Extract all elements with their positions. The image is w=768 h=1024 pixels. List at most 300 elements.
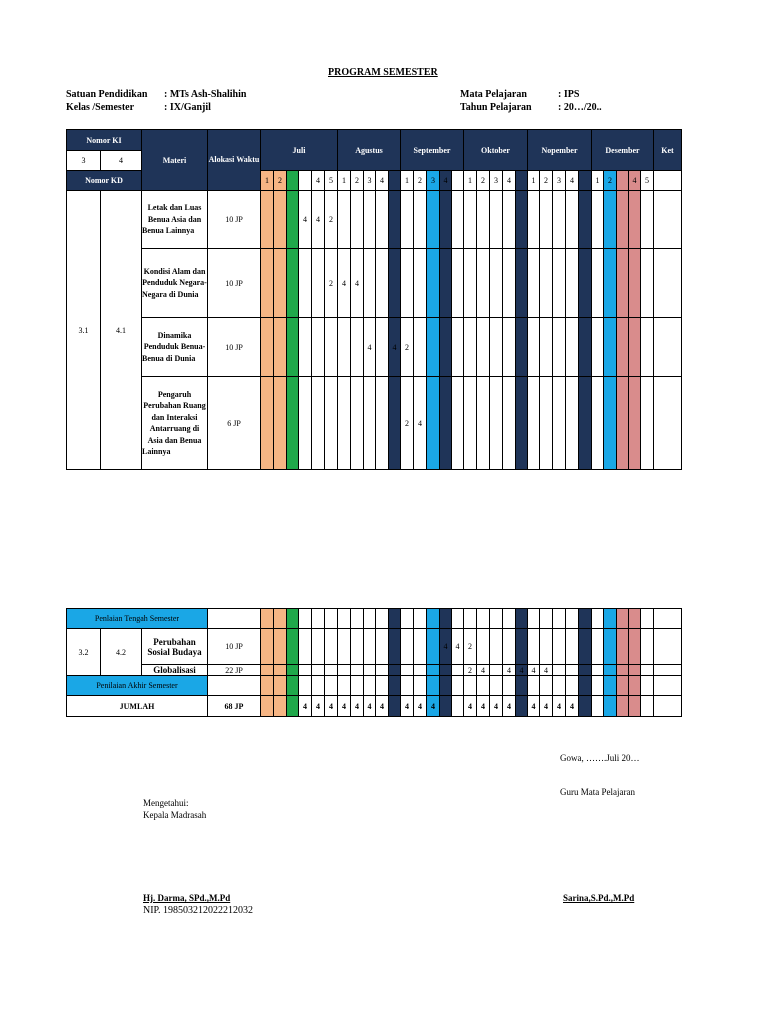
week-cell	[503, 191, 516, 249]
week-cell	[452, 696, 464, 717]
ki-value: 4	[101, 151, 142, 171]
week-cell	[464, 377, 477, 470]
week-cell	[452, 676, 464, 696]
week-cell	[427, 377, 440, 470]
week-cell	[364, 665, 376, 676]
week-cell	[389, 696, 401, 717]
week-cell	[414, 665, 427, 676]
week-cell	[401, 629, 414, 665]
kelas-label: Kelas /Semester	[66, 102, 135, 113]
week-cell: 4	[540, 696, 553, 717]
week-cell	[464, 318, 477, 377]
week-cell	[654, 676, 682, 696]
week-cell	[654, 191, 682, 249]
week-cell	[312, 249, 325, 318]
week-cell	[274, 191, 287, 249]
week-cell	[516, 629, 528, 665]
week-number: 4	[440, 171, 452, 191]
week-cell	[414, 629, 427, 665]
week-cell	[364, 609, 376, 629]
week-cell	[414, 676, 427, 696]
week-cell	[338, 629, 351, 665]
week-cell: 4	[376, 696, 389, 717]
week-number: 1	[592, 171, 604, 191]
week-cell	[389, 629, 401, 665]
week-cell	[287, 318, 299, 377]
week-cell	[274, 676, 287, 696]
week-cell	[490, 191, 503, 249]
week-cell	[312, 629, 325, 665]
week-number: 3	[490, 171, 503, 191]
week-cell: 4	[299, 191, 312, 249]
week-cell: 4	[440, 629, 452, 665]
week-cell	[287, 676, 299, 696]
week-cell: 2	[401, 318, 414, 377]
alokasi-cell: 6 JP	[208, 377, 261, 470]
week-cell	[401, 249, 414, 318]
week-cell	[654, 318, 682, 377]
week-cell	[287, 249, 299, 318]
page-title: PROGRAM SEMESTER	[328, 67, 438, 78]
week-cell	[592, 249, 604, 318]
week-cell	[312, 318, 325, 377]
week-cell: 4	[401, 696, 414, 717]
week-cell	[477, 609, 490, 629]
week-cell	[604, 629, 617, 665]
week-number: 4	[312, 171, 325, 191]
week-cell	[629, 629, 641, 665]
week-cell	[641, 629, 654, 665]
materi-cell: Letak dan Luas Benua Asia dan Benua Lainnya	[142, 191, 208, 249]
week-cell	[553, 318, 566, 377]
materi-cell: Kondisi Alam dan Penduduk Negara-Negara di Dunia	[142, 249, 208, 318]
place-date: Gowa, …….Juli 20…	[560, 753, 640, 763]
table-row	[67, 377, 682, 470]
week-cell	[364, 191, 376, 249]
week-cell	[261, 676, 274, 696]
jumlah-value: 68 JP	[208, 696, 261, 717]
week-cell	[299, 629, 312, 665]
week-cell	[641, 676, 654, 696]
week-cell	[452, 665, 464, 676]
pas-label: Penilaian Akhir Semester	[67, 676, 208, 696]
week-number: 1	[338, 171, 351, 191]
week-number	[516, 171, 528, 191]
week-cell	[312, 676, 325, 696]
week-cell	[579, 249, 592, 318]
week-cell	[376, 318, 389, 377]
week-cell	[592, 609, 604, 629]
week-cell	[654, 377, 682, 470]
kd-cell: 3.1	[67, 191, 101, 470]
week-cell	[553, 676, 566, 696]
week-cell	[452, 609, 464, 629]
week-cell	[376, 191, 389, 249]
week-number: 2	[274, 171, 287, 191]
week-cell	[452, 318, 464, 377]
week-cell	[566, 377, 579, 470]
mapel-value: : IPS	[558, 89, 580, 100]
week-number	[299, 171, 312, 191]
nomor-kd-header: Nomor KD	[67, 171, 142, 191]
week-cell	[579, 191, 592, 249]
week-cell	[629, 318, 641, 377]
materi-header: Materi	[142, 130, 208, 191]
week-cell	[274, 377, 287, 470]
week-number: 3	[553, 171, 566, 191]
week-cell	[261, 629, 274, 665]
week-cell: 4	[553, 696, 566, 717]
week-cell	[351, 191, 364, 249]
week-cell	[299, 318, 312, 377]
week-cell: 2	[401, 377, 414, 470]
week-cell	[477, 191, 490, 249]
week-number	[617, 171, 629, 191]
week-number: 4	[503, 171, 516, 191]
week-cell: 4	[312, 191, 325, 249]
week-cell	[261, 665, 274, 676]
week-cell	[325, 629, 338, 665]
week-cell	[503, 609, 516, 629]
guru-name: Sarina,S.Pd.,M.Pd	[563, 893, 635, 903]
week-cell	[338, 609, 351, 629]
week-number: 4	[566, 171, 579, 191]
week-cell	[490, 665, 503, 676]
week-cell	[464, 191, 477, 249]
month-header-juli: Juli	[261, 130, 338, 171]
week-cell	[617, 696, 629, 717]
week-cell	[440, 318, 452, 377]
week-cell	[376, 629, 389, 665]
week-number: 2	[477, 171, 490, 191]
week-cell: 4	[414, 377, 427, 470]
week-cell	[592, 665, 604, 676]
week-cell	[540, 676, 553, 696]
week-cell	[641, 377, 654, 470]
week-cell	[604, 191, 617, 249]
table-row	[67, 629, 682, 665]
week-number: 2	[351, 171, 364, 191]
week-cell	[629, 377, 641, 470]
week-cell	[287, 629, 299, 665]
week-cell	[299, 377, 312, 470]
week-cell	[477, 676, 490, 696]
week-cell	[503, 676, 516, 696]
week-cell	[364, 676, 376, 696]
week-cell	[414, 609, 427, 629]
week-cell	[654, 629, 682, 665]
week-cell	[452, 377, 464, 470]
kd-cell: 4.1	[101, 191, 142, 470]
kepala-nip: NIP. 198503212022212032	[143, 905, 254, 916]
week-cell	[338, 318, 351, 377]
week-cell	[338, 191, 351, 249]
week-cell	[528, 629, 540, 665]
week-cell	[287, 696, 299, 717]
week-cell	[654, 609, 682, 629]
week-cell	[299, 609, 312, 629]
program-table	[66, 129, 682, 470]
week-cell	[553, 249, 566, 318]
week-cell	[503, 377, 516, 470]
week-cell: 4	[452, 629, 464, 665]
week-cell	[287, 191, 299, 249]
week-cell	[617, 665, 629, 676]
week-cell	[261, 377, 274, 470]
satuan-label: Satuan Pendidikan	[66, 89, 148, 100]
week-cell	[617, 377, 629, 470]
week-cell	[503, 629, 516, 665]
week-cell	[641, 696, 654, 717]
week-cell	[477, 377, 490, 470]
week-cell: 4	[477, 696, 490, 717]
week-cell	[389, 249, 401, 318]
satuan-value: : MTs Ash-Shalihin	[164, 89, 247, 100]
week-cell	[553, 609, 566, 629]
table-row	[67, 249, 682, 318]
week-cell	[516, 377, 528, 470]
week-cell: 4	[414, 696, 427, 717]
week-cell	[389, 676, 401, 696]
week-cell	[490, 249, 503, 318]
week-cell	[654, 249, 682, 318]
week-cell	[440, 249, 452, 318]
week-cell	[364, 249, 376, 318]
materi-cell: Globalisasi	[142, 665, 208, 676]
alokasi-cell: 10 JP	[208, 318, 261, 377]
week-cell: 4	[464, 696, 477, 717]
month-header-nopember: Nopember	[528, 130, 592, 171]
week-cell	[325, 318, 338, 377]
week-cell	[629, 249, 641, 318]
week-cell	[351, 377, 364, 470]
week-cell	[540, 318, 553, 377]
week-cell	[477, 318, 490, 377]
week-cell	[338, 377, 351, 470]
ket-header: Ket	[654, 130, 682, 171]
week-cell	[364, 629, 376, 665]
week-cell	[516, 696, 528, 717]
week-cell	[566, 676, 579, 696]
week-cell	[440, 665, 452, 676]
week-cell	[592, 629, 604, 665]
week-cell	[427, 609, 440, 629]
week-number: 5	[325, 171, 338, 191]
week-cell	[427, 629, 440, 665]
week-cell	[389, 377, 401, 470]
week-number: 3	[427, 171, 440, 191]
week-number: 3	[364, 171, 376, 191]
week-cell	[274, 665, 287, 676]
pts-label: Penlaian Tengah Semester	[67, 609, 208, 629]
week-cell: 4	[477, 665, 490, 676]
week-cell	[401, 191, 414, 249]
week-cell	[641, 609, 654, 629]
week-cell	[528, 609, 540, 629]
alokasi-cell	[208, 676, 261, 696]
week-cell	[351, 318, 364, 377]
week-cell	[490, 609, 503, 629]
week-cell	[414, 191, 427, 249]
week-cell	[516, 249, 528, 318]
month-header-september: September	[401, 130, 464, 171]
week-cell	[312, 665, 325, 676]
ki-value: 3	[67, 151, 101, 171]
week-cell: 4	[389, 318, 401, 377]
jumlah-label: JUMLAH	[67, 696, 208, 717]
week-cell	[299, 249, 312, 318]
week-cell	[617, 191, 629, 249]
week-number	[389, 171, 401, 191]
week-cell	[376, 609, 389, 629]
week-cell	[629, 191, 641, 249]
week-cell	[274, 318, 287, 377]
week-cell	[516, 676, 528, 696]
week-cell	[617, 249, 629, 318]
table-row	[67, 191, 682, 249]
week-cell	[299, 665, 312, 676]
week-cell	[490, 629, 503, 665]
week-cell	[592, 676, 604, 696]
week-cell	[287, 377, 299, 470]
kepala-name: Hj. Darma, SPd.,M.Pd	[143, 893, 231, 903]
week-cell: 4	[338, 249, 351, 318]
materi-cell: Perubahan Sosial Budaya	[142, 629, 208, 665]
week-number: 2	[540, 171, 553, 191]
week-cell	[654, 665, 682, 676]
week-cell	[579, 665, 592, 676]
week-cell	[503, 318, 516, 377]
week-cell: 4	[503, 665, 516, 676]
week-cell	[629, 665, 641, 676]
week-cell	[540, 191, 553, 249]
alokasi-cell: 10 JP	[208, 249, 261, 318]
month-header-agustus: Agustus	[338, 130, 401, 171]
week-cell	[516, 318, 528, 377]
week-number: 2	[604, 171, 617, 191]
week-cell	[566, 609, 579, 629]
week-cell: 4	[528, 696, 540, 717]
week-cell	[553, 377, 566, 470]
week-cell: 4	[528, 665, 540, 676]
week-cell	[654, 696, 682, 717]
week-cell	[477, 249, 490, 318]
week-cell	[376, 249, 389, 318]
week-cell	[274, 629, 287, 665]
mengetahui-label: Mengetahui:	[143, 798, 189, 808]
week-cell	[376, 676, 389, 696]
week-cell	[617, 629, 629, 665]
week-cell: 2	[464, 665, 477, 676]
week-cell	[604, 318, 617, 377]
nomor-ki-header: Nomor KI	[67, 130, 142, 151]
week-cell	[553, 629, 566, 665]
ket-cell	[654, 171, 682, 191]
week-cell	[540, 377, 553, 470]
alokasi-cell: 10 JP	[208, 629, 261, 665]
week-cell: 4	[540, 665, 553, 676]
week-cell	[261, 318, 274, 377]
week-cell	[592, 696, 604, 717]
week-cell	[641, 318, 654, 377]
week-cell	[338, 665, 351, 676]
week-cell	[287, 609, 299, 629]
week-cell	[579, 676, 592, 696]
week-cell	[579, 377, 592, 470]
week-cell	[427, 676, 440, 696]
week-cell	[389, 665, 401, 676]
week-cell	[553, 191, 566, 249]
week-cell	[617, 676, 629, 696]
week-cell	[566, 318, 579, 377]
week-cell: 4	[351, 249, 364, 318]
week-cell	[516, 609, 528, 629]
week-cell	[641, 249, 654, 318]
week-cell	[528, 377, 540, 470]
week-cell: 4	[338, 696, 351, 717]
week-cell: 2	[325, 191, 338, 249]
week-cell	[553, 665, 566, 676]
week-cell	[261, 191, 274, 249]
week-cell	[325, 665, 338, 676]
week-cell	[490, 318, 503, 377]
week-cell	[540, 609, 553, 629]
kd-cell: 4.2	[101, 629, 142, 676]
week-cell: 2	[325, 249, 338, 318]
week-cell	[440, 676, 452, 696]
week-number	[287, 171, 299, 191]
week-number: 2	[414, 171, 427, 191]
week-number: 5	[641, 171, 654, 191]
week-cell	[566, 665, 579, 676]
week-cell	[440, 377, 452, 470]
week-cell	[274, 696, 287, 717]
week-cell	[325, 676, 338, 696]
week-cell	[274, 249, 287, 318]
week-cell	[477, 629, 490, 665]
week-cell: 4	[490, 696, 503, 717]
week-cell	[566, 249, 579, 318]
alokasi-header: Alokasi Waktu	[208, 130, 261, 191]
week-cell	[629, 609, 641, 629]
week-cell	[604, 665, 617, 676]
week-cell	[617, 318, 629, 377]
week-cell: 4	[299, 696, 312, 717]
tahun-label: Tahun Pelajaran	[460, 102, 532, 113]
week-number: 1	[401, 171, 414, 191]
week-cell: 4	[325, 696, 338, 717]
week-cell	[503, 249, 516, 318]
week-cell	[579, 696, 592, 717]
week-cell	[351, 629, 364, 665]
week-cell	[528, 249, 540, 318]
week-cell	[414, 318, 427, 377]
kepala-label: Kepala Madrasah	[143, 810, 207, 820]
week-cell	[325, 609, 338, 629]
week-cell	[592, 191, 604, 249]
week-cell	[401, 676, 414, 696]
materi-cell: Dinamika Penduduk Benua-Benua di Dunia	[142, 318, 208, 377]
week-cell	[312, 377, 325, 470]
week-cell	[261, 249, 274, 318]
week-cell	[540, 629, 553, 665]
week-cell	[464, 676, 477, 696]
assessment-table	[66, 608, 682, 717]
table-row	[67, 318, 682, 377]
week-number: 4	[376, 171, 389, 191]
table-row	[67, 665, 682, 676]
week-cell	[540, 249, 553, 318]
